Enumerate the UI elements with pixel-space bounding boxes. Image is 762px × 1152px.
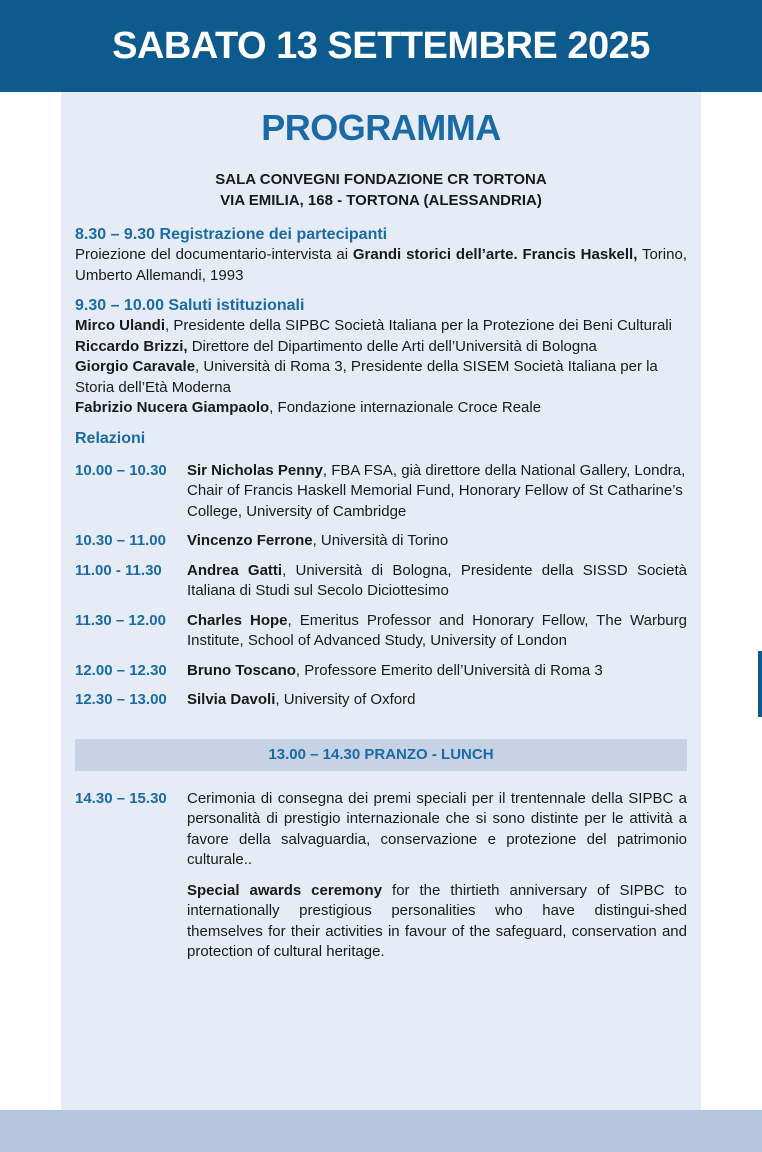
greeting-text: Direttore del Dipartimento delle Arti dell’Università di Bologna — [187, 337, 597, 355]
talk-time: 12.00 – 12.30 — [75, 661, 167, 679]
event-date: SABATO 13 SETTEMBRE 2025 — [112, 24, 650, 67]
talk-row — [75, 661, 687, 682]
registration-section — [75, 225, 687, 286]
talk-desc — [187, 531, 687, 552]
greeting-item — [75, 337, 687, 358]
ceremony-row — [75, 789, 687, 963]
ceremony-english-title: Special awards ceremony — [187, 881, 383, 899]
talk-time: 11.00 - 11.30 — [75, 561, 162, 579]
speaker-affiliation: , FBA FSA, già direttore della National Gallery, Londra, Chair of Francis Haskell Memorial Fund, Honorary Fellow of St Catharine’s College, University of Cambridge — [187, 461, 686, 520]
speaker-name: Sir Nicholas Penny — [187, 461, 323, 479]
talk-time: 10.00 – 10.30 — [75, 461, 167, 479]
side-mark — [758, 651, 762, 717]
ceremony-time: 14.30 – 15.30 — [75, 789, 167, 807]
greeting-text: , Università di Roma 3, Presidente della SISEM Società Italiana per la Storia dell’Età Moderna — [75, 358, 658, 396]
speaker-affiliation: , Professore Emerito dell’Università di Roma 3 — [295, 661, 603, 679]
footer-band — [0, 1110, 762, 1152]
greeting-name: Giorgio Caravale — [75, 358, 196, 375]
speaker-affiliation: , University of Oxford — [275, 691, 416, 708]
speaker-affiliation: , Università di Torino — [312, 532, 449, 549]
greeting-name: Riccardo Brizzi, — [75, 337, 188, 355]
talk-desc — [187, 561, 687, 602]
talk-row — [75, 531, 687, 552]
registration-title: Grandi storici dell’arte. Francis Haskell, — [352, 246, 638, 263]
talk-desc — [187, 690, 687, 711]
lunch-bar: 13.00 – 14.30 PRANZO - LUNCH — [75, 739, 687, 771]
talks-section — [75, 429, 687, 711]
talk-desc — [187, 661, 687, 682]
talk-time: 12.30 – 13.00 — [75, 691, 167, 708]
venue-line-1: SALA CONVEGNI FONDAZIONE CR TORTONA — [215, 171, 547, 188]
greeting-text: , Presidente della SIPBC Società Italiana per la Protezione dei Beni Culturali — [165, 317, 672, 334]
greeting-text: , Fondazione internazionale Croce Reale — [269, 399, 542, 416]
talks-heading: Relazioni — [75, 429, 146, 447]
speaker-name: Bruno Toscano — [187, 661, 296, 679]
ceremony-english-text: for the thirtieth anniversary of SIPBC to internationally prestigious personalities who have distingui-shed themselves for their activities in favour of the safeguard, conservation and protection of cultural heritage. — [187, 881, 687, 960]
registration-text-a: Proiezione del documentario-intervista ai — [75, 246, 353, 263]
registration-heading: 8.30 – 9.30 Registrazione dei partecipanti — [75, 226, 388, 243]
page-title: PROGRAMMA — [261, 107, 501, 148]
greeting-item — [75, 398, 687, 419]
program-content — [75, 105, 687, 963]
ceremony-desc — [187, 789, 687, 963]
talk-desc — [187, 461, 687, 523]
greetings-heading: 9.30 – 10.00 Saluti istituzionali — [75, 297, 305, 314]
speaker-name: Silvia Davoli — [187, 691, 276, 708]
greeting-name: Mirco Ulandi — [75, 317, 166, 334]
speaker-affiliation: , Emeritus Professor and Honorary Fellow, The Warburg Institute, School of Advanced Study, University of London — [187, 611, 687, 649]
talk-row — [75, 561, 687, 602]
talk-row — [75, 461, 687, 523]
speaker-affiliation: , Università di Bologna, Presidente della SISSD Società Italiana di Studi sul Secolo Diciottesimo — [187, 561, 687, 599]
talk-row — [75, 611, 687, 652]
talk-desc — [187, 611, 687, 652]
talk-time: 10.30 – 11.00 — [75, 532, 166, 549]
ceremony-italian: Cerimonia di consegna dei premi speciali per il trentennale della SIPBC a personalità di prestigio internazionale che si sono distinte per le attività a favore della salvaguardia, conservazione e protezione del patrimonio culturale.. — [187, 789, 687, 868]
venue — [75, 169, 687, 211]
greetings-section — [75, 296, 687, 419]
registration-text — [75, 245, 687, 286]
venue-line-2: VIA EMILIA, 168 - TORTONA (ALESSANDRIA) — [220, 192, 542, 209]
greeting-item — [75, 357, 687, 398]
talk-row — [75, 690, 687, 711]
talk-time: 11.30 – 12.00 — [75, 611, 166, 629]
speaker-name: Vincenzo Ferrone — [187, 532, 313, 549]
date-banner — [0, 0, 762, 92]
greeting-item — [75, 316, 687, 337]
ceremony-english — [187, 881, 687, 963]
speaker-name: Charles Hope — [187, 611, 288, 629]
speaker-name: Andrea Gatti — [187, 561, 283, 579]
registration-text-b: Torino, Umberto Allemandi, 1993 — [75, 246, 687, 284]
greeting-name: Fabrizio Nucera Giampaolo — [75, 399, 270, 416]
